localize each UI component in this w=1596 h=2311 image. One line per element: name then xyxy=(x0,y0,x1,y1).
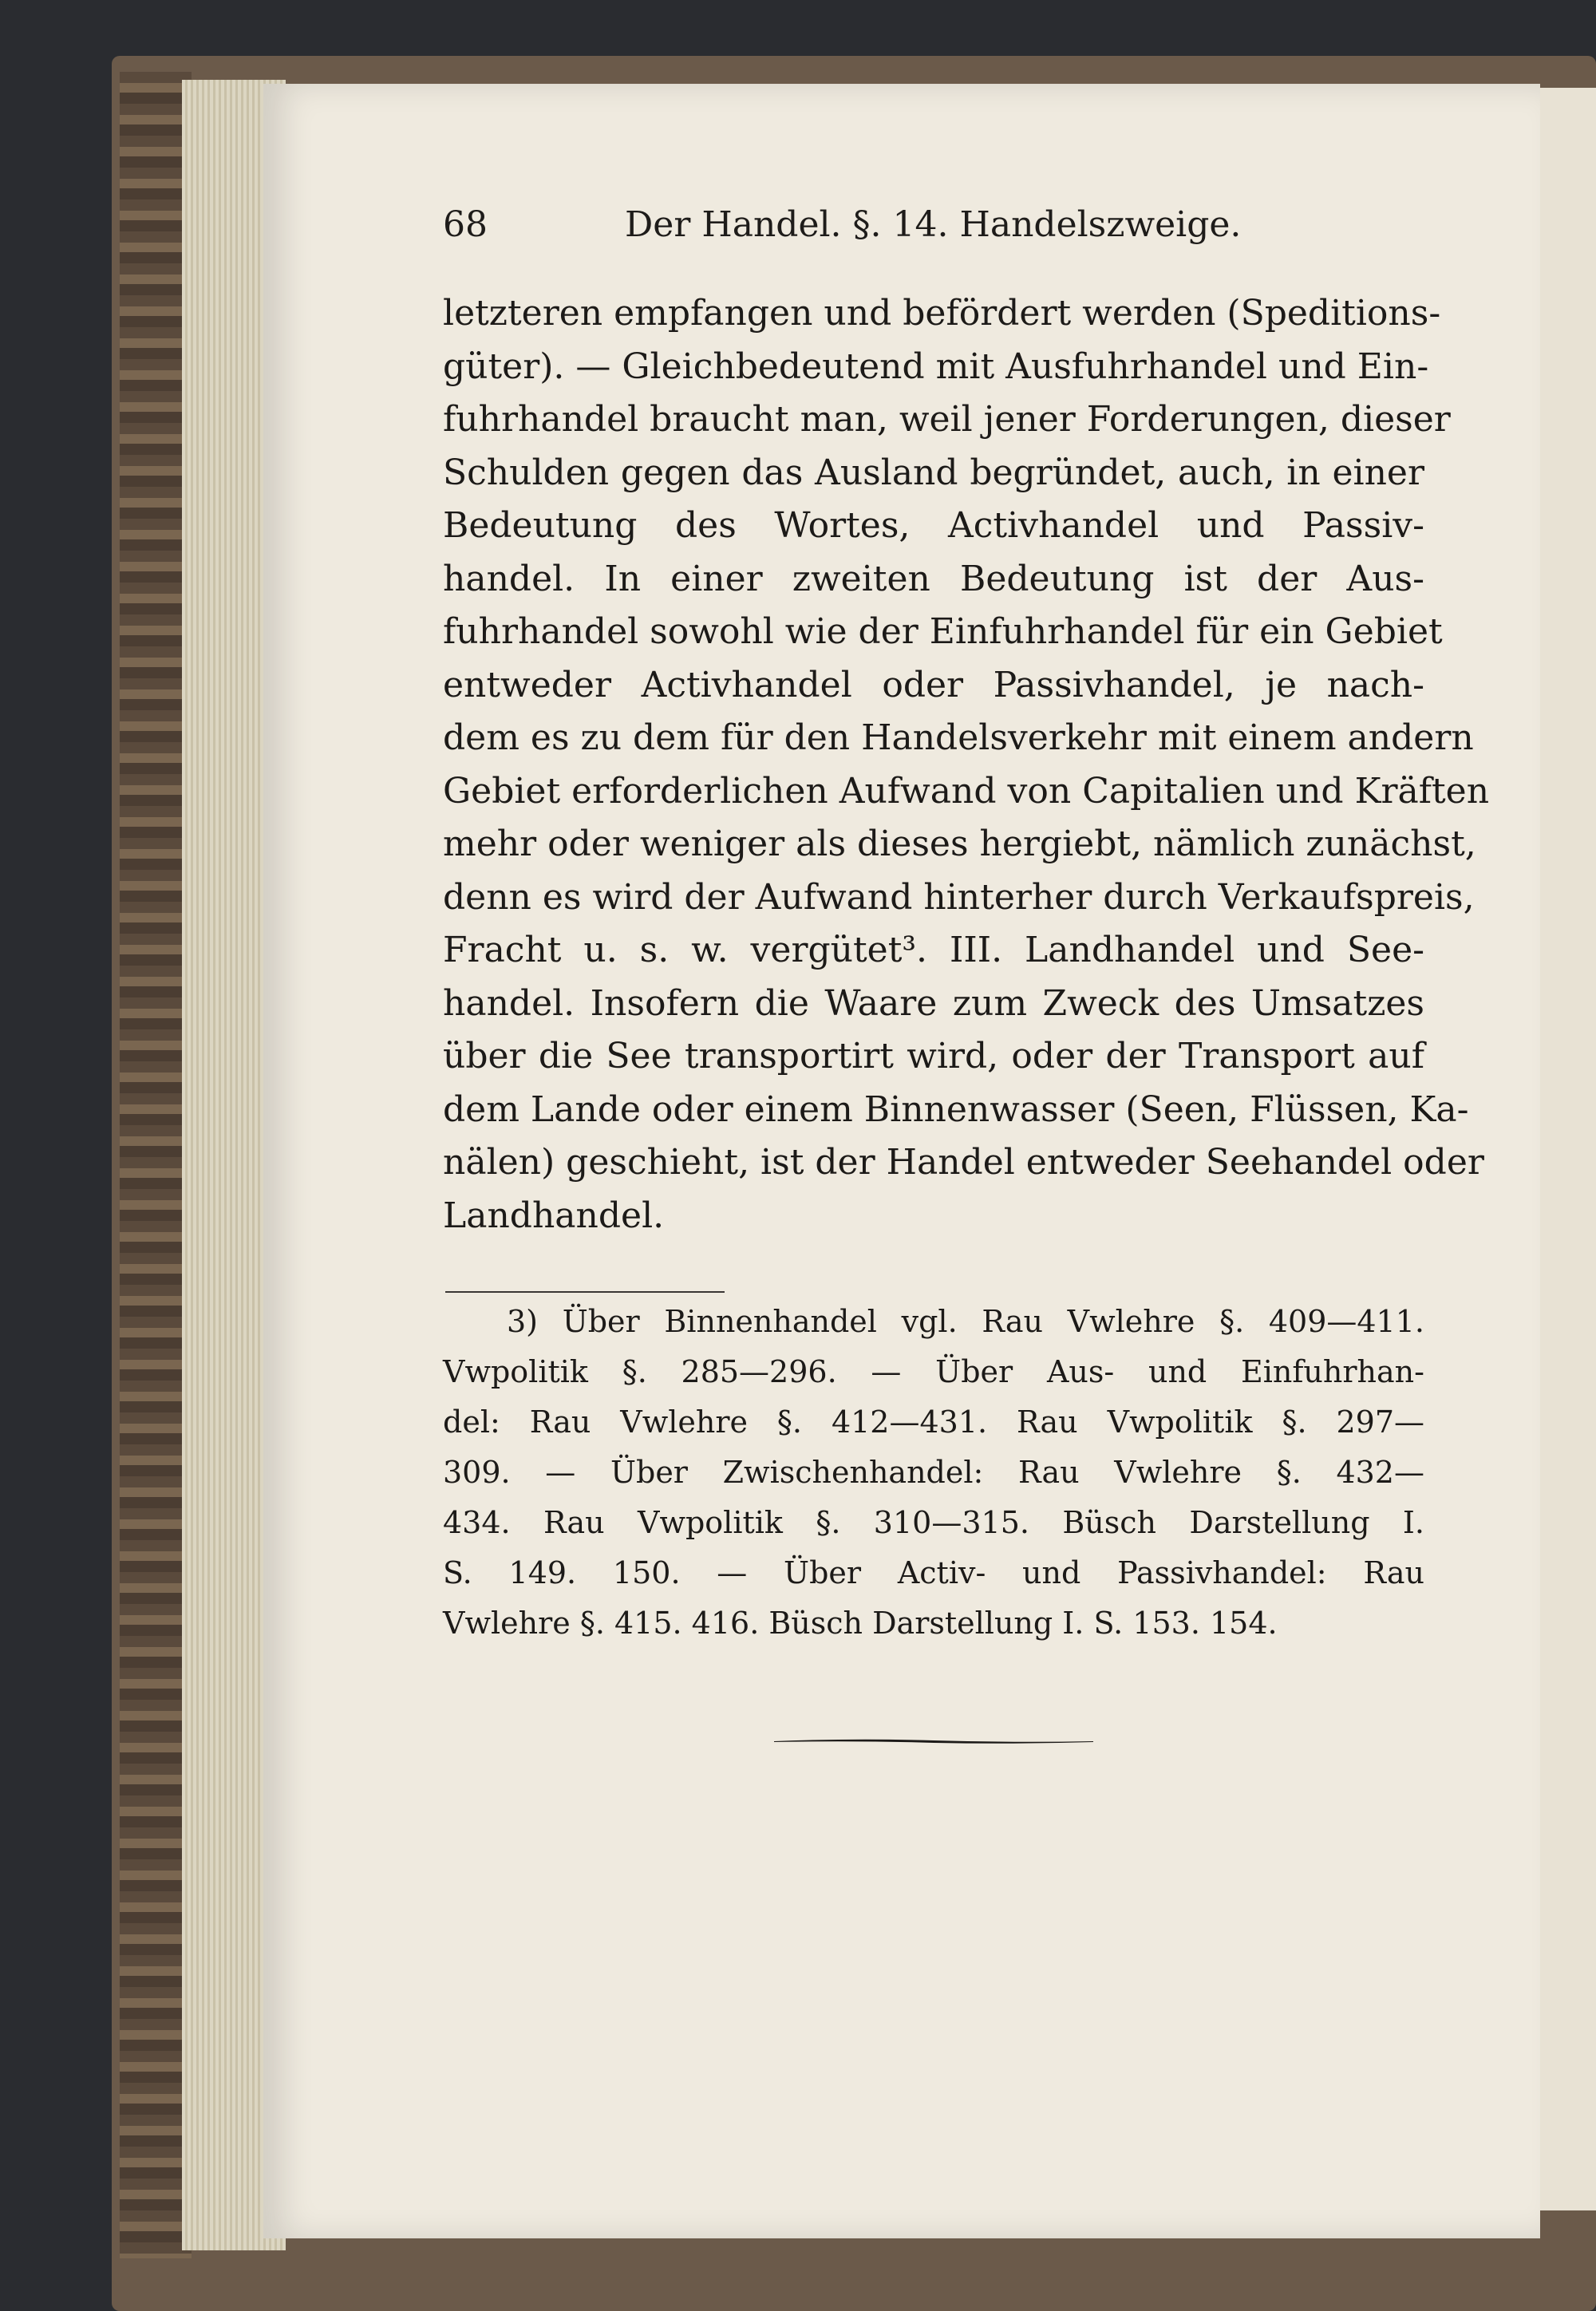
body-line: denn es wird der Aufwand hinterher durch Verkaufspreis, xyxy=(443,876,1475,918)
body-line: fuhrhandel braucht man, weil jener Forderungen, dieser xyxy=(443,399,1451,440)
book-spine-edge xyxy=(120,72,192,2258)
body-line: entweder Activhandel oder Passivhandel, je nach- xyxy=(443,664,1424,705)
end-ornament xyxy=(774,1738,1093,1744)
running-head: Der Handel. §. 14. Handelszweige. xyxy=(625,204,1242,245)
footnote xyxy=(443,1297,1424,1649)
footnote-divider xyxy=(445,1291,725,1293)
footnote-line: S. 149. 150. — Über Activ- und Passivhandel: Rau xyxy=(443,1555,1424,1590)
body-line: über die See transportirt wird, oder der Transport auf xyxy=(443,1036,1424,1076)
body-line: güter). — Gleichbedeutend mit Ausfuhrhandel und Ein- xyxy=(443,346,1429,387)
footnote-line: Vwpolitik §. 285—296. — Über Aus- und Einfuhrhan- xyxy=(443,1354,1424,1389)
body-line: Fracht u. s. w. vergütet³. III. Landhandel und See- xyxy=(443,930,1424,970)
body-line: Gebiet erforderlichen Aufwand von Capitalien und Kräften xyxy=(443,770,1490,812)
body-line: nälen) geschieht, ist der Handel entweder Seehandel oder xyxy=(443,1142,1484,1183)
body-line: dem Lande oder einem Binnenwasser (Seen, Flüssen, Ka- xyxy=(443,1088,1469,1130)
footnote-line: 3) Über Binnenhandel vgl. Rau Vwlehre §. 409—411. xyxy=(507,1304,1424,1339)
body-line: handel. Insofern die Waare zum Zweck des Umsatzes xyxy=(443,982,1424,1024)
body-text xyxy=(443,287,1490,1242)
page-number: 68 xyxy=(443,204,488,245)
body-line: dem es zu dem für den Handelsverkehr mit einem andern xyxy=(443,717,1474,758)
page-header xyxy=(443,204,1321,260)
body-line: letzteren empfangen und befördert werden (Speditions- xyxy=(443,293,1441,334)
body-line: Bedeutung des Wortes, Activhandel und Passiv- xyxy=(443,505,1424,546)
footnote-line: 434. Rau Vwpolitik §. 310—315. Büsch Darstellung I. xyxy=(443,1505,1424,1540)
footnote-line: del: Rau Vwlehre §. 412—431. Rau Vwpolitik §. 297— xyxy=(443,1404,1424,1440)
body-line: mehr oder weniger als dieses hergiebt, nämlich zunächst, xyxy=(443,824,1476,864)
body-line: Landhandel. xyxy=(443,1195,665,1236)
footnote-line: Vwlehre §. 415. 416. Büsch Darstellung I. S. 153. 154. xyxy=(443,1606,1278,1641)
facing-page-edge xyxy=(1536,88,1596,2210)
footnote-line: 309. — Über Zwischenhandel: Rau Vwlehre §. 432— xyxy=(443,1455,1424,1490)
body-line: handel. In einer zweiten Bedeutung ist der Aus- xyxy=(443,558,1424,599)
body-line: Schulden gegen das Ausland begründet, auch, in einer xyxy=(443,452,1424,493)
body-line: fuhrhandel sowohl wie der Einfuhrhandel für ein Gebiet xyxy=(443,611,1443,652)
